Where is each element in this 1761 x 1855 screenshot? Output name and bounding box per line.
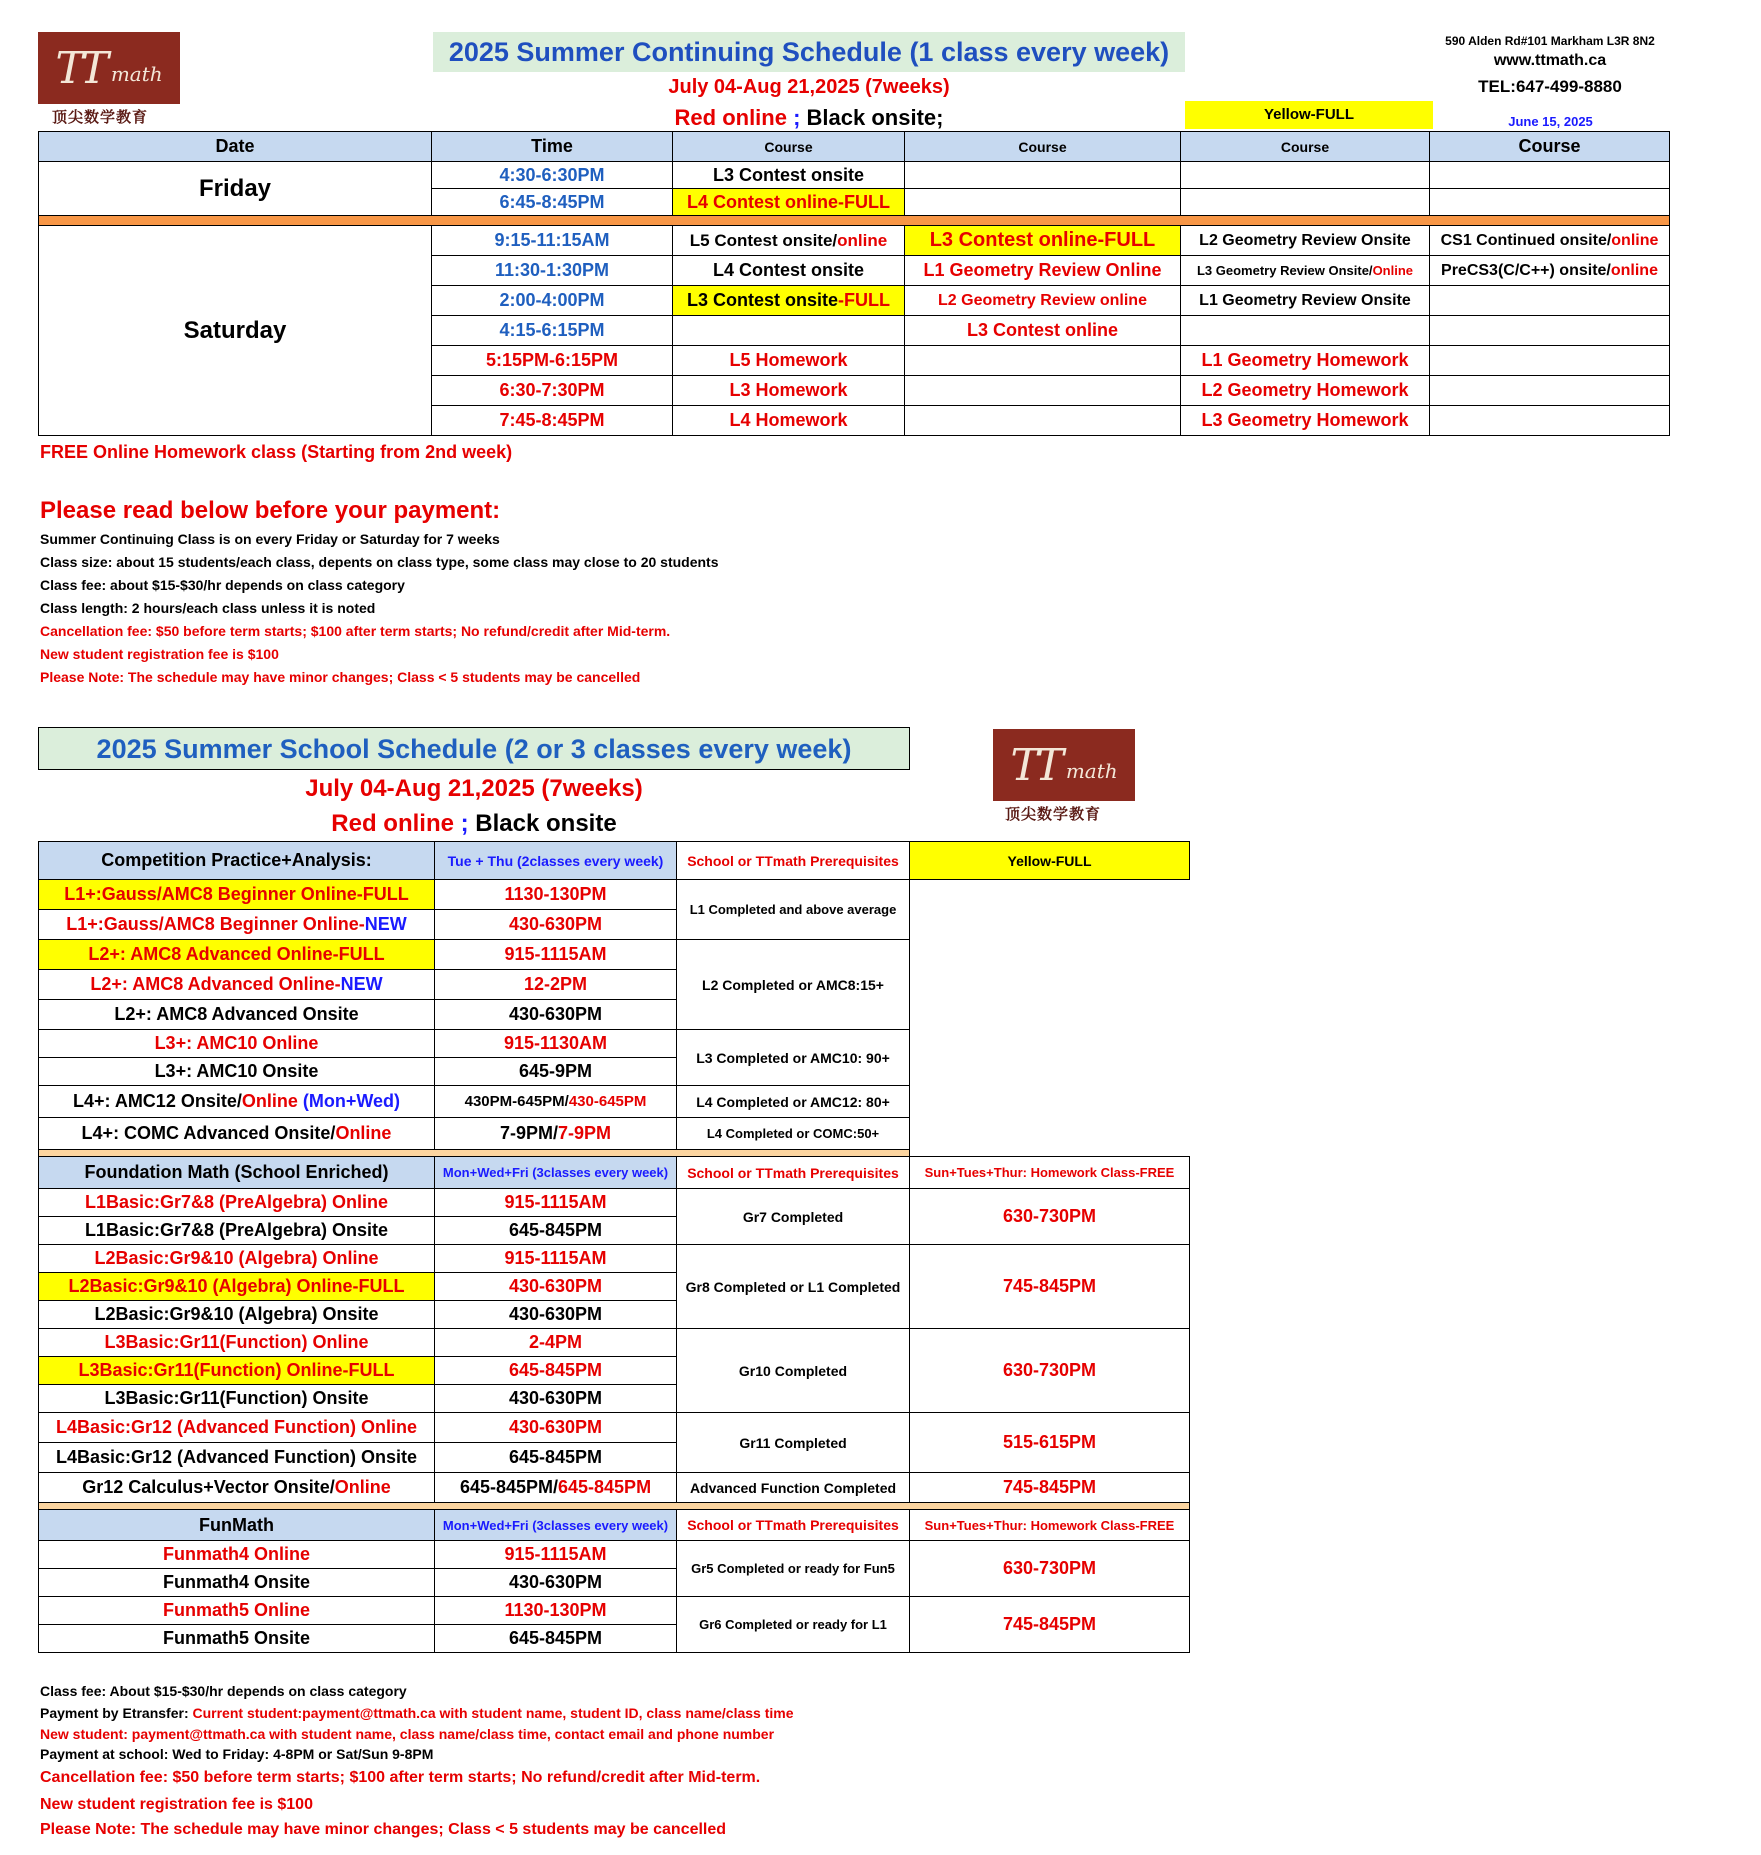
homework-header: Sun+Tues+Thur: Homework Class-FREE — [910, 1510, 1190, 1541]
prereq-cell: L3 Completed or AMC10: 90+ — [677, 1030, 910, 1086]
time-text: 7-9PM/ — [499, 1123, 558, 1143]
table-row — [39, 1329, 1190, 1357]
homework-cell: 745-845PM — [910, 1245, 1190, 1329]
col-course-3: Course — [1181, 132, 1430, 162]
course-cell: L2 Geometry Review online — [905, 286, 1181, 316]
continuing-dates: July 04-Aug 21,2025 (7weeks) — [668, 76, 950, 98]
course-cell — [39, 910, 435, 940]
col-course-4: Course — [1430, 132, 1670, 162]
course-cell: L3+: AMC10 Online — [39, 1030, 435, 1058]
homework-cell: 515-615PM — [910, 1413, 1190, 1473]
logo-math: math — [1065, 759, 1118, 783]
course-cell: L1Basic:Gr7&8 (PreAlgebra) Onsite — [39, 1217, 435, 1245]
course-cell — [1430, 189, 1670, 216]
course-cell — [1430, 376, 1670, 406]
course-cell — [39, 970, 435, 1000]
note-item — [40, 1702, 794, 1724]
continuing-legend — [433, 105, 1185, 131]
course-cell-full: L2+: AMC8 Advanced Online-FULL — [39, 940, 435, 970]
course-cell — [673, 316, 905, 346]
separator-row — [39, 1503, 1190, 1510]
course-text: L3 Geometry Review Onsite/ — [1196, 263, 1373, 278]
school-dates: July 04-Aug 21,2025 (7weeks) — [305, 775, 643, 802]
course-cell-full — [673, 286, 905, 316]
homework-header: Sun+Tues+Thur: Homework Class-FREE — [910, 1157, 1190, 1189]
time-cell: 4:30-6:30PM — [432, 162, 673, 189]
time-cell: 12-2PM — [435, 970, 677, 1000]
course-text: L4+: COMC Advanced Onsite/ — [81, 1123, 336, 1143]
homework-cell: 745-845PM — [910, 1473, 1190, 1503]
free-homework-note: FREE Online Homework class (Starting from 2nd week) — [40, 442, 513, 462]
course-cell — [1430, 316, 1670, 346]
time-cell: 645-9PM — [435, 1058, 677, 1086]
note-item: Payment at school: Wed to Friday: 4-8PM or Sat/Sun 9-8PM — [40, 1746, 434, 1762]
separator-row — [39, 1150, 1190, 1157]
note-item: Class fee: about $15-$30/hr depends on class category — [40, 577, 405, 593]
note-item: Class length: 2 hours/each class unless it is noted — [40, 600, 376, 616]
logo-chinese: 顶尖数学教育 — [52, 109, 149, 126]
course-cell — [1430, 226, 1670, 256]
competition-days-header: Tue + Thu (2classes every week) — [435, 842, 677, 880]
course-text: L2+: AMC8 Advanced Online- — [90, 974, 341, 994]
prereq-header: School or TTmath Prerequisites — [677, 1510, 910, 1541]
note-item: Please Note: The schedule may have minor changes; Class < 5 students may be cancelled — [40, 1821, 727, 1838]
time-text-online: 430-645PM — [568, 1093, 647, 1110]
website[interactable]: www.ttmath.ca — [1493, 52, 1607, 69]
table-row — [39, 880, 1190, 910]
course-cell: Funmath5 Onsite — [39, 1625, 435, 1653]
time-text: 645-845PM/ — [459, 1477, 558, 1497]
course-cell — [1430, 256, 1670, 286]
table-row — [39, 1541, 1190, 1569]
course-cell: L3 Contest onsite — [673, 162, 905, 189]
course-text-online: Online — [334, 1477, 391, 1497]
course-days: (Mon+Wed) — [302, 1091, 401, 1111]
course-cell — [673, 226, 905, 256]
course-cell — [1181, 316, 1430, 346]
course-cell: L3 Geometry Homework — [1181, 406, 1430, 436]
course-cell: L2Basic:Gr9&10 (Algebra) Online — [39, 1245, 435, 1273]
time-cell: 645-845PM — [435, 1443, 677, 1473]
competition-header: Competition Practice+Analysis: — [39, 842, 435, 880]
course-text: L1+:Gauss/AMC8 Beginner Online- — [66, 914, 365, 934]
course-cell: L1 Geometry Review Online — [905, 256, 1181, 286]
course-cell — [905, 162, 1181, 189]
time-text-online: 645-845PM — [558, 1477, 652, 1497]
logo — [38, 32, 180, 104]
time-cell: 430-630PM — [435, 910, 677, 940]
foundation-header-row — [39, 1157, 1190, 1189]
prereq-cell: Gr10 Completed — [677, 1329, 910, 1413]
notes-list-1 — [40, 528, 719, 689]
course-cell — [1430, 406, 1670, 436]
time-text-online: 7-9PM — [558, 1123, 612, 1143]
phone: TEL:647-499-8880 — [1478, 77, 1622, 96]
address: 590 Alden Rd#101 Markham L3R 8N2 — [1445, 34, 1655, 48]
course-cell: L1 Geometry Homework — [1181, 346, 1430, 376]
prereq-cell: L4 Completed or COMC:50+ — [677, 1118, 910, 1150]
time-cell: 7:45-8:45PM — [432, 406, 673, 436]
legend-red: Red online — [674, 105, 787, 130]
prereq-cell: Advanced Function Completed — [677, 1473, 910, 1503]
note-item: Class fee: About $15-$30/hr depends on class category — [40, 1683, 407, 1699]
note-item: New student registration fee is $100 — [40, 1796, 313, 1813]
course-cell: L2+: AMC8 Advanced Onsite — [39, 1000, 435, 1030]
new-badge: NEW — [364, 914, 407, 934]
time-cell: 915-1115AM — [435, 1245, 677, 1273]
course-text: PreCS3(C/C++) onsite/ — [1441, 261, 1611, 279]
course-cell: L1Basic:Gr7&8 (PreAlgebra) Online — [39, 1189, 435, 1217]
time-cell: 915-1130AM — [435, 1030, 677, 1058]
table-row — [39, 1189, 1190, 1217]
course-cell — [1181, 256, 1430, 286]
course-cell — [39, 1086, 435, 1118]
time-cell: 6:45-8:45PM — [432, 189, 673, 216]
logo-math: math — [110, 62, 163, 86]
note-item: Cancellation fee: $50 before term starts; $100 after term starts; No refund/credit after Mid-term. — [40, 1769, 761, 1786]
blank-cell — [910, 880, 1190, 1150]
time-cell: 1130-130PM — [435, 880, 677, 910]
table-row — [39, 1473, 1190, 1503]
course-cell-full: L4 Contest online-FULL — [673, 189, 905, 216]
time-cell: 430-630PM — [435, 1569, 677, 1597]
course-cell-full: L1+:Gauss/AMC8 Beginner Online-FULL — [39, 880, 435, 910]
legend-red: Red online — [331, 810, 454, 837]
continuing-header-row — [39, 132, 1670, 162]
prereq-cell: Gr7 Completed — [677, 1189, 910, 1245]
time-cell: 430-630PM — [435, 1273, 677, 1301]
course-cell — [1181, 162, 1430, 189]
course-cell — [39, 1118, 435, 1150]
course-cell — [905, 406, 1181, 436]
legend-black: Black onsite; — [806, 105, 944, 130]
time-cell: 2-4PM — [435, 1329, 677, 1357]
course-cell: L2Basic:Gr9&10 (Algebra) Onsite — [39, 1301, 435, 1329]
separator-row — [39, 216, 1670, 226]
course-text-online: Online — [1372, 263, 1414, 278]
note-text: Payment by Etransfer: — [40, 1705, 193, 1721]
time-cell: 1130-130PM — [435, 1597, 677, 1625]
course-text: L4+: AMC12 Onsite/ — [72, 1091, 242, 1111]
homework-cell: 630-730PM — [910, 1541, 1190, 1597]
separator-cell — [39, 1503, 1190, 1510]
course-cell: L3Basic:Gr11(Function) Online — [39, 1329, 435, 1357]
prereq-cell: L1 Completed and above average — [677, 880, 910, 940]
course-cell: L2 Geometry Review Onsite — [1181, 226, 1430, 256]
prereq-header: School or TTmath Prerequisites — [677, 842, 910, 880]
time-cell: 6:30-7:30PM — [432, 376, 673, 406]
course-cell: L3 Contest online — [905, 316, 1181, 346]
yellow-full-legend: Yellow-FULL — [910, 842, 1190, 880]
col-course-1: Course — [673, 132, 905, 162]
time-cell: 430-630PM — [435, 1301, 677, 1329]
school-schedule-table — [38, 841, 1190, 1653]
time-cell: 430-630PM — [435, 1385, 677, 1413]
school-title: 2025 Summer School Schedule (2 or 3 classes every week) — [38, 727, 910, 770]
time-cell: 5:15PM-6:15PM — [432, 346, 673, 376]
note-item: New student registration fee is $100 — [40, 646, 279, 662]
time-cell: 915-1115AM — [435, 1189, 677, 1217]
course-cell: L4 Homework — [673, 406, 905, 436]
new-badge: NEW — [340, 974, 383, 994]
course-text: L5 Contest onsite/ — [689, 230, 838, 250]
legend-black: Black onsite — [475, 810, 617, 837]
homework-cell: 745-845PM — [910, 1597, 1190, 1653]
legend-sep: ; — [453, 810, 476, 837]
separator-cell — [39, 1150, 910, 1157]
prereq-cell: L2 Completed or AMC8:15+ — [677, 940, 910, 1030]
course-text-online: online — [1611, 231, 1659, 249]
course-cell: Funmath5 Online — [39, 1597, 435, 1625]
time-cell — [435, 1086, 677, 1118]
table-row — [39, 1245, 1190, 1273]
funmath-header: FunMath — [39, 1510, 435, 1541]
table-row — [39, 162, 1670, 189]
prereq-cell: Gr5 Completed or ready for Fun5 — [677, 1541, 910, 1597]
course-cell — [1181, 189, 1430, 216]
course-cell: L3 Homework — [673, 376, 905, 406]
course-cell — [39, 1473, 435, 1503]
separator-cell — [39, 216, 1670, 226]
time-cell: 2:00-4:00PM — [432, 286, 673, 316]
time-cell: 645-845PM — [435, 1357, 677, 1385]
legend-sep: ; — [786, 105, 807, 130]
time-cell: 645-845PM — [435, 1625, 677, 1653]
col-course-2: Course — [905, 132, 1181, 162]
note-item: New student: payment@ttmath.ca with student name, class name/class time, contact email and phone number — [40, 1726, 775, 1742]
prereq-cell: L4 Completed or AMC12: 80+ — [677, 1086, 910, 1118]
course-cell: L1 Geometry Review Onsite — [1181, 286, 1430, 316]
note-item: Class size: about 15 students/each class, depents on class type, some class may close to 20 students — [40, 554, 719, 570]
competition-header-row — [39, 842, 1190, 880]
course-cell — [1430, 162, 1670, 189]
col-time: Time — [432, 132, 673, 162]
note-item: Please Note: The schedule may have minor changes; Class < 5 students may be cancelled — [40, 669, 641, 685]
time-cell — [435, 1118, 677, 1150]
prereq-header: School or TTmath Prerequisites — [677, 1157, 910, 1189]
saturday-label: Saturday — [39, 226, 432, 436]
course-text-online: online — [1610, 261, 1658, 279]
note-text-red: Current student:payment@ttmath.ca with student name, student ID, class name/class time — [192, 1705, 794, 1721]
note-item: Cancellation fee: $50 before term starts; $100 after term starts; No refund/credit after Mid-term. — [40, 623, 671, 639]
updated-date: June 15, 2025 — [1508, 114, 1593, 129]
logo-tt: TT — [55, 42, 103, 94]
course-cell — [905, 189, 1181, 216]
course-text-full: -FULL — [838, 290, 890, 310]
time-cell: 915-1115AM — [435, 1541, 677, 1569]
time-text: 430PM-645PM/ — [464, 1093, 569, 1110]
time-cell: 645-845PM — [435, 1217, 677, 1245]
funmath-days-header: Mon+Wed+Fri (3classes every week) — [435, 1510, 677, 1541]
time-cell: 4:15-6:15PM — [432, 316, 673, 346]
course-text-online: Online — [335, 1123, 392, 1143]
payment-heading: Please read below before your payment: — [40, 497, 501, 524]
time-cell — [435, 1473, 677, 1503]
course-cell: L2 Geometry Homework — [1181, 376, 1430, 406]
course-cell: Funmath4 Onsite — [39, 1569, 435, 1597]
course-text: CS1 Continued onsite/ — [1440, 231, 1612, 249]
blank-cell — [910, 1150, 1190, 1157]
course-cell — [905, 346, 1181, 376]
table-row — [39, 1413, 1190, 1443]
course-text-online: online — [837, 230, 888, 250]
funmath-header-row — [39, 1510, 1190, 1541]
course-cell — [905, 376, 1181, 406]
course-cell: L3+: AMC10 Onsite — [39, 1058, 435, 1086]
course-cell-full: L2Basic:Gr9&10 (Algebra) Online-FULL — [39, 1273, 435, 1301]
course-cell — [1430, 346, 1670, 376]
logo-tt: TT — [1010, 739, 1058, 791]
foundation-header: Foundation Math (School Enriched) — [39, 1157, 435, 1189]
course-cell: L3Basic:Gr11(Function) Onsite — [39, 1385, 435, 1413]
continuing-schedule-table — [38, 131, 1670, 436]
prereq-cell: Gr11 Completed — [677, 1413, 910, 1473]
friday-label: Friday — [39, 162, 432, 216]
prereq-cell: Gr6 Completed or ready for L1 — [677, 1597, 910, 1653]
foundation-days-header: Mon+Wed+Fri (3classes every week) — [435, 1157, 677, 1189]
course-cell: L5 Homework — [673, 346, 905, 376]
time-cell: 11:30-1:30PM — [432, 256, 673, 286]
table-row — [39, 226, 1670, 256]
time-cell: 915-1115AM — [435, 940, 677, 970]
course-text-online: Online — [241, 1091, 298, 1111]
logo-chinese: 顶尖数学教育 — [1005, 806, 1102, 823]
course-cell-full: L3 Contest online-FULL — [905, 226, 1181, 256]
note-item: Summer Continuing Class is on every Friday or Saturday for 7 weeks — [40, 531, 500, 547]
homework-cell: 630-730PM — [910, 1329, 1190, 1413]
course-cell — [1430, 286, 1670, 316]
homework-cell: 630-730PM — [910, 1189, 1190, 1245]
course-cell: L4Basic:Gr12 (Advanced Function) Online — [39, 1413, 435, 1443]
col-date: Date — [39, 132, 432, 162]
course-cell-full: L3Basic:Gr11(Function) Online-FULL — [39, 1357, 435, 1385]
course-cell: L4 Contest onsite — [673, 256, 905, 286]
time-cell: 9:15-11:15AM — [432, 226, 673, 256]
page-title: 2025 Summer Continuing Schedule (1 class every week) — [433, 32, 1185, 72]
course-cell: Funmath4 Online — [39, 1541, 435, 1569]
course-text: L3 Contest onsite — [687, 290, 839, 310]
course-cell: L4Basic:Gr12 (Advanced Function) Onsite — [39, 1443, 435, 1473]
logo — [993, 729, 1135, 801]
time-cell: 430-630PM — [435, 1000, 677, 1030]
prereq-cell: Gr8 Completed or L1 Completed — [677, 1245, 910, 1329]
yellow-full-legend: Yellow-FULL — [1185, 101, 1433, 129]
school-legend — [38, 810, 910, 838]
course-text: Gr12 Calculus+Vector Onsite/ — [82, 1477, 335, 1497]
table-row — [39, 1597, 1190, 1625]
notes-list-2 — [40, 1680, 794, 1842]
time-cell: 430-630PM — [435, 1413, 677, 1443]
